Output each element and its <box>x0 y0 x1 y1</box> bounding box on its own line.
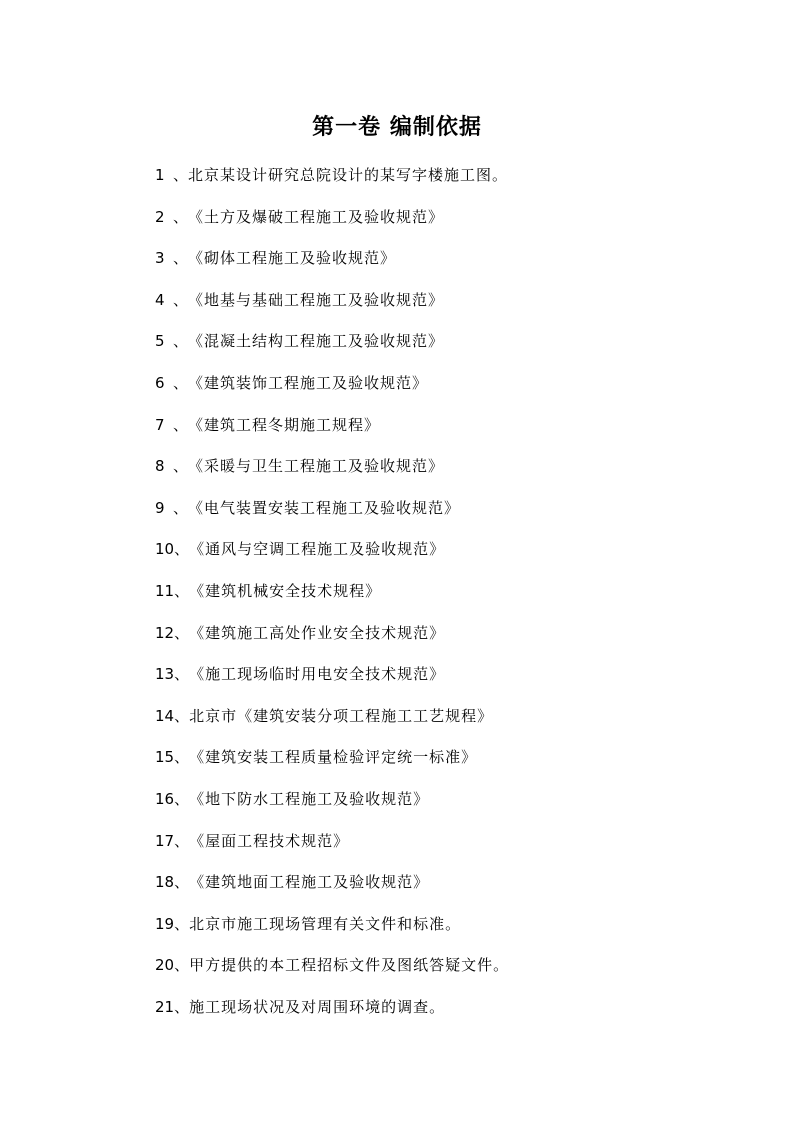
item-number: 17 <box>155 831 175 850</box>
list-item <box>155 950 755 992</box>
item-text: 《建筑装饰工程施工及验收规范》 <box>188 373 429 392</box>
list-item <box>155 618 755 660</box>
item-text: 《土方及爆破工程施工及验收规范》 <box>188 207 445 226</box>
item-separator: 、 <box>173 457 189 476</box>
item-text: 甲方提供的本工程招标文件及图纸答疑文件。 <box>189 956 510 975</box>
item-number: 19 <box>155 914 175 933</box>
item-number: 12 <box>155 623 175 642</box>
item-text: 《地下防水工程施工及验收规范》 <box>189 789 430 808</box>
item-text: 《建筑施工高处作业安全技术规范》 <box>189 623 446 642</box>
item-text: 北京市《建筑安装分项工程施工工艺规程》 <box>189 706 494 725</box>
item-number: 7 <box>155 415 165 434</box>
item-text: 施工现场状况及对周围环境的调查。 <box>189 997 446 1016</box>
item-separator: 、 <box>174 873 190 892</box>
item-number: 9 <box>155 498 165 517</box>
list-item <box>155 326 755 368</box>
item-number: 11 <box>155 581 175 600</box>
item-text: 《地基与基础工程施工及验收规范》 <box>188 290 445 309</box>
list-item <box>155 659 755 701</box>
item-text: 北京某设计研究总院设计的某写字楼施工图。 <box>188 166 509 184</box>
list-item <box>155 534 755 576</box>
item-text: 《采暖与卫生工程施工及验收规范》 <box>188 457 445 476</box>
item-text: 北京市施工现场管理有关文件和标准。 <box>189 914 462 933</box>
item-number: 20 <box>155 956 175 975</box>
item-separator: 、 <box>173 166 189 184</box>
list-item <box>155 243 755 285</box>
item-number: 8 <box>155 457 165 476</box>
list-item <box>155 867 755 909</box>
basis-list <box>155 160 755 1033</box>
item-text: 《建筑机械安全技术规程》 <box>189 581 382 600</box>
item-separator: 、 <box>173 207 189 226</box>
item-number: 1 <box>155 166 165 184</box>
item-separator: 、 <box>174 789 190 808</box>
item-number: 18 <box>155 873 175 892</box>
item-separator: 、 <box>174 831 190 850</box>
item-number: 4 <box>155 290 165 309</box>
item-number: 5 <box>155 332 165 351</box>
item-separator: 、 <box>173 498 189 517</box>
list-item <box>155 285 755 327</box>
list-item <box>155 451 755 493</box>
item-separator: 、 <box>174 540 190 559</box>
item-separator: 、 <box>173 249 189 268</box>
item-text: 《电气装置安装工程施工及验收规范》 <box>188 498 461 517</box>
item-number: 3 <box>155 249 165 268</box>
list-item <box>155 410 755 452</box>
item-number: 14 <box>155 706 175 725</box>
item-text: 《施工现场临时用电安全技术规范》 <box>189 665 446 684</box>
item-number: 13 <box>155 665 175 684</box>
list-item <box>155 701 755 743</box>
item-separator: 、 <box>174 956 190 975</box>
item-text: 《建筑工程冬期施工规程》 <box>188 415 381 434</box>
item-separator: 、 <box>173 415 189 434</box>
list-item <box>155 576 755 618</box>
item-separator: 、 <box>174 623 190 642</box>
item-text: 《砌体工程施工及验收规范》 <box>188 249 397 268</box>
page-title: 第一卷 编制依据 <box>312 115 482 140</box>
item-text: 《屋面工程技术规范》 <box>189 831 350 850</box>
item-separator: 、 <box>174 665 190 684</box>
item-text: 《建筑地面工程施工及验收规范》 <box>189 873 430 892</box>
item-separator: 、 <box>174 581 190 600</box>
item-number: 2 <box>155 207 165 226</box>
list-item <box>155 784 755 826</box>
item-separator: 、 <box>174 914 190 933</box>
item-text: 《建筑安装工程质量检验评定统一标准》 <box>189 748 478 767</box>
item-number: 16 <box>155 789 175 808</box>
item-text: 《混凝土结构工程施工及验收规范》 <box>188 332 445 351</box>
item-separator: 、 <box>173 290 189 309</box>
item-separator: 、 <box>174 748 190 767</box>
item-number: 6 <box>155 373 165 392</box>
list-item <box>155 742 755 784</box>
list-item <box>155 202 755 244</box>
list-item <box>155 493 755 535</box>
item-number: 10 <box>155 540 175 559</box>
item-number: 15 <box>155 748 175 767</box>
item-separator: 、 <box>174 997 190 1016</box>
list-item <box>155 826 755 868</box>
list-item <box>155 909 755 951</box>
list-item <box>155 368 755 410</box>
item-text: 《通风与空调工程施工及验收规范》 <box>189 540 446 559</box>
item-separator: 、 <box>174 706 190 725</box>
item-separator: 、 <box>173 332 189 351</box>
list-item <box>155 160 755 202</box>
item-separator: 、 <box>173 373 189 392</box>
list-item <box>155 992 755 1034</box>
item-number: 21 <box>155 997 175 1016</box>
